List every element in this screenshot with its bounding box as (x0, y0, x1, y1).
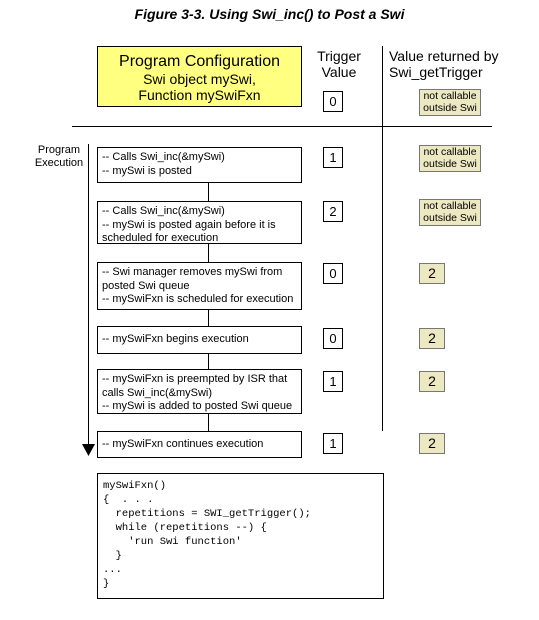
config-title: Program Configuration (119, 53, 280, 70)
returned-header-line2: Swi_getTrigger (389, 64, 483, 80)
returned-value (419, 145, 481, 172)
execution-arrow-shaft (88, 144, 89, 446)
not-callable-line1: not callable (423, 146, 477, 158)
step-text: -- mySwi is posted (102, 164, 192, 177)
code-line: } (103, 550, 122, 562)
code-line: 'run Swi function' (103, 536, 242, 548)
returned-value (419, 199, 481, 226)
code-line: while (repetitions --) { (103, 522, 267, 534)
trigger-value: 0 (323, 328, 343, 349)
code-line: ... (103, 564, 122, 576)
returned-value: 2 (419, 371, 445, 392)
config-swi-object: Swi object mySwi, (143, 71, 256, 87)
program-configuration-box (97, 46, 302, 107)
step-box (97, 369, 302, 414)
not-callable-line2: outside Swi (423, 158, 477, 170)
trigger-header-line1: Trigger (317, 48, 361, 64)
step-box (97, 201, 302, 244)
trigger-value: 2 (323, 201, 343, 222)
code-line: } (103, 578, 110, 590)
connector-line (208, 244, 209, 262)
execution-arrow-head (82, 444, 95, 457)
step-text: -- Calls Swi_inc(&mySwi) (102, 151, 225, 163)
not-callable-line2: outside Swi (423, 102, 477, 114)
step-text: posted Swi queue (102, 279, 190, 292)
returned-header-line1: Value returned by (389, 48, 499, 64)
program-label-line2: Execution (34, 157, 84, 169)
step-text: -- Calls Swi_inc(&mySwi) (102, 205, 225, 217)
step-box (97, 326, 302, 354)
step-text: scheduled for execution (102, 232, 219, 244)
code-line: mySwiFxn() (103, 480, 167, 492)
not-callable-line2: outside Swi (423, 212, 477, 224)
trigger-value: 0 (323, 263, 343, 284)
program-execution-label (24, 144, 94, 170)
connector-line (208, 414, 209, 431)
connector-line (208, 354, 209, 369)
step-box (97, 147, 302, 183)
trigger-value-header (316, 48, 362, 80)
code-line: { . . . (103, 494, 154, 506)
trigger-header-line2: Value (321, 64, 357, 80)
initial-trigger-value: 0 (323, 91, 343, 112)
config-separator (72, 126, 492, 127)
not-callable-line1: not callable (423, 200, 477, 212)
figure-title: Figure 3-3. Using Swi_inc() to Post a Swi (134, 6, 405, 22)
returned-value: 2 (419, 433, 445, 454)
returned-value: 2 (419, 263, 445, 284)
program-label-line1: Program (37, 144, 81, 156)
trigger-value: 1 (323, 371, 343, 392)
step-text: -- mySwiFxn is preempted by ISR that (102, 373, 288, 385)
trigger-value: 1 (323, 147, 343, 168)
step-text: calls Swi_inc(&mySwi) (102, 386, 213, 399)
step-text: -- mySwiFxn continues execution (102, 438, 264, 450)
step-text: -- mySwiFxn is scheduled for execution (102, 293, 294, 305)
column-divider (382, 46, 383, 431)
code-line: repetitions = SWI_getTrigger(); (103, 508, 311, 520)
initial-returned-value (419, 89, 481, 116)
returned-value: 2 (419, 328, 445, 349)
step-text: -- mySwiFxn begins execution (102, 333, 249, 345)
config-function: Function mySwiFxn (138, 87, 261, 103)
trigger-value: 1 (323, 433, 343, 454)
step-text: -- mySwi is posted again before it is (102, 218, 276, 231)
not-callable-line1: not callable (423, 90, 477, 102)
returned-value-header (389, 48, 539, 80)
connector-line (208, 310, 209, 326)
code-listing (97, 473, 384, 599)
step-text: -- mySwi is added to posted Swi queue (102, 400, 293, 412)
step-box (97, 262, 302, 310)
step-box (97, 431, 302, 458)
step-text: -- Swi manager removes mySwi from (102, 266, 283, 278)
connector-line (208, 183, 209, 201)
